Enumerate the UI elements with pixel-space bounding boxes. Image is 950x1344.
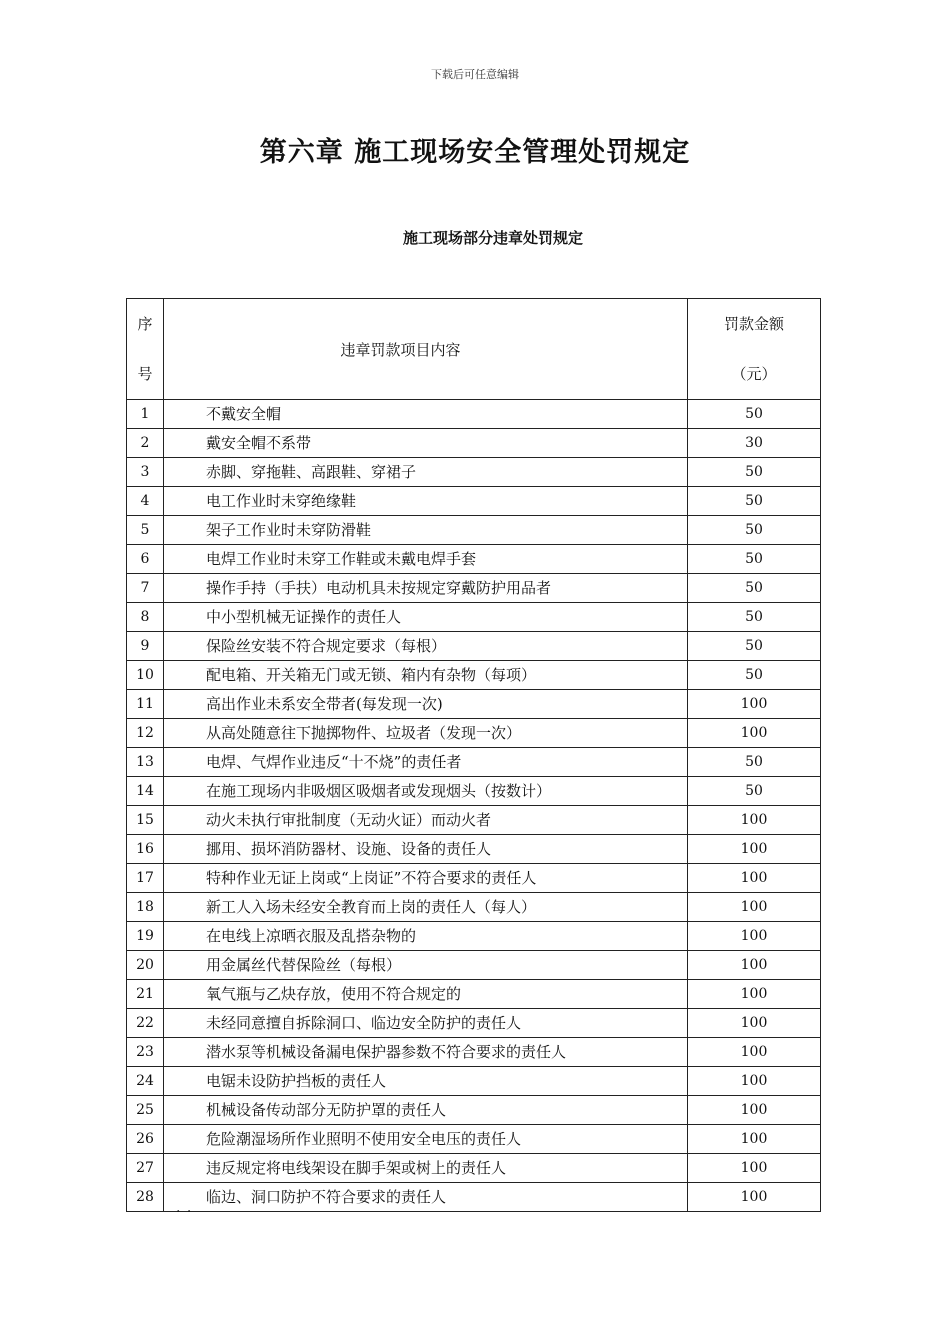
header-note: 下载后可任意编辑 [431, 68, 519, 81]
row-seq: 28 [127, 1183, 164, 1212]
page-title: 第六章 施工现场安全管理处罚规定 [259, 137, 691, 168]
header-seq-line1: 序 [137, 315, 153, 333]
table-row [127, 458, 821, 487]
table-row [127, 806, 821, 835]
table-row [127, 835, 821, 864]
row-content: 保险丝安装不符合规定要求（每根） [164, 632, 688, 661]
row-seq: 14 [127, 777, 164, 806]
row-amount: 100 [688, 719, 821, 748]
table-row [127, 661, 821, 690]
row-amount: 50 [688, 487, 821, 516]
table-row [127, 893, 821, 922]
row-amount: 50 [688, 400, 821, 429]
row-seq: 20 [127, 951, 164, 980]
row-seq: 19 [127, 922, 164, 951]
table-row [127, 516, 821, 545]
row-content: 在电线上凉晒衣服及乱搭杂物的 [164, 922, 688, 951]
table-row [127, 632, 821, 661]
penalty-table [126, 298, 821, 1212]
row-amount: 100 [688, 980, 821, 1009]
row-amount: 50 [688, 748, 821, 777]
row-seq: 9 [127, 632, 164, 661]
row-seq: 26 [127, 1125, 164, 1154]
table-row [127, 603, 821, 632]
row-content: 违反规定将电线架设在脚手架或树上的责任人 [164, 1154, 688, 1183]
row-seq: 15 [127, 806, 164, 835]
footer-marks: . . [176, 1200, 193, 1216]
table-body [127, 400, 821, 1212]
row-seq: 1 [127, 400, 164, 429]
row-content: 特种作业无证上岗或“上岗证”不符合要求的责任人 [164, 864, 688, 893]
row-seq: 6 [127, 545, 164, 574]
row-amount: 100 [688, 835, 821, 864]
row-content: 危险潮湿场所作业照明不使用安全电压的责任人 [164, 1125, 688, 1154]
row-seq: 16 [127, 835, 164, 864]
row-amount: 100 [688, 1009, 821, 1038]
row-content: 操作手持（手扶）电动机具未按规定穿戴防护用品者 [164, 574, 688, 603]
row-amount: 100 [688, 1183, 821, 1212]
row-content: 从高处随意往下抛掷物件、垃圾者（发现一次） [164, 719, 688, 748]
table-header-row [127, 299, 821, 400]
row-amount: 50 [688, 777, 821, 806]
row-content: 临边、洞口防护不符合要求的责任人 [164, 1183, 688, 1212]
row-content: 中小型机械无证操作的责任人 [164, 603, 688, 632]
row-amount: 50 [688, 516, 821, 545]
row-amount: 100 [688, 1038, 821, 1067]
row-seq: 10 [127, 661, 164, 690]
row-seq: 27 [127, 1154, 164, 1183]
row-amount: 100 [688, 806, 821, 835]
row-amount: 50 [688, 458, 821, 487]
row-amount: 100 [688, 893, 821, 922]
row-amount: 50 [688, 632, 821, 661]
table-row [127, 487, 821, 516]
row-content: 戴安全帽不系带 [164, 429, 688, 458]
table-row [127, 748, 821, 777]
header-seq-line2: 号 [137, 365, 153, 383]
row-content: 新工人入场未经安全教育而上岗的责任人（每人） [164, 893, 688, 922]
row-amount: 100 [688, 1125, 821, 1154]
table-row [127, 951, 821, 980]
header-amount-line2: （元） [731, 365, 777, 383]
header-seq [127, 299, 164, 400]
table-row [127, 864, 821, 893]
row-seq: 22 [127, 1009, 164, 1038]
table-row [127, 690, 821, 719]
table-row [127, 574, 821, 603]
table-row [127, 545, 821, 574]
row-content: 电工作业时未穿绝缘鞋 [164, 487, 688, 516]
row-amount: 50 [688, 661, 821, 690]
table-row [127, 922, 821, 951]
row-amount: 50 [688, 603, 821, 632]
row-content: 赤脚、穿拖鞋、高跟鞋、穿裙子 [164, 458, 688, 487]
row-content: 架子工作业时未穿防滑鞋 [164, 516, 688, 545]
table-title: 施工现场部分违章处罚规定 [402, 229, 583, 247]
table-row [127, 980, 821, 1009]
row-amount: 100 [688, 1067, 821, 1096]
row-content: 高出作业未系安全带者(每发现一次) [164, 690, 688, 719]
row-content: 氧气瓶与乙炔存放，使用不符合规定的 [164, 980, 688, 1009]
table-row [127, 1125, 821, 1154]
table-row [127, 429, 821, 458]
row-content: 挪用、损坏消防器材、设施、设备的责任人 [164, 835, 688, 864]
table-row [127, 1154, 821, 1183]
row-amount: 100 [688, 1096, 821, 1125]
row-seq: 4 [127, 487, 164, 516]
header-amount-line1: 罚款金额 [723, 315, 784, 333]
row-amount: 100 [688, 864, 821, 893]
row-content: 在施工现场内非吸烟区吸烟者或发现烟头（按数计） [164, 777, 688, 806]
table-row [127, 1096, 821, 1125]
row-content: 配电箱、开关箱无门或无锁、箱内有杂物（每项） [164, 661, 688, 690]
row-seq: 18 [127, 893, 164, 922]
row-amount: 100 [688, 951, 821, 980]
table-row [127, 719, 821, 748]
table-row [127, 1067, 821, 1096]
row-seq: 25 [127, 1096, 164, 1125]
row-seq: 21 [127, 980, 164, 1009]
row-content: 用金属丝代替保险丝（每根） [164, 951, 688, 980]
row-amount: 50 [688, 574, 821, 603]
row-seq: 12 [127, 719, 164, 748]
row-seq: 5 [127, 516, 164, 545]
row-amount: 30 [688, 429, 821, 458]
row-amount: 100 [688, 1154, 821, 1183]
row-amount: 50 [688, 545, 821, 574]
row-content: 动火未执行审批制度（无动火证）而动火者 [164, 806, 688, 835]
header-content: 违章罚款项目内容 [164, 299, 688, 400]
row-amount: 100 [688, 922, 821, 951]
row-seq: 7 [127, 574, 164, 603]
row-content: 不戴安全帽 [164, 400, 688, 429]
row-seq: 23 [127, 1038, 164, 1067]
row-seq: 13 [127, 748, 164, 777]
row-seq: 24 [127, 1067, 164, 1096]
table-row [127, 400, 821, 429]
table-row [127, 1183, 821, 1212]
header-amount [688, 299, 821, 400]
row-content: 电焊工作业时未穿工作鞋或未戴电焊手套 [164, 545, 688, 574]
row-amount: 100 [688, 690, 821, 719]
row-content: 未经同意擅自拆除洞口、临边安全防护的责任人 [164, 1009, 688, 1038]
row-seq: 8 [127, 603, 164, 632]
row-seq: 2 [127, 429, 164, 458]
row-seq: 17 [127, 864, 164, 893]
table-row [127, 1009, 821, 1038]
table-row [127, 777, 821, 806]
table-row [127, 1038, 821, 1067]
row-seq: 11 [127, 690, 164, 719]
row-seq: 3 [127, 458, 164, 487]
row-content: 机械设备传动部分无防护罩的责任人 [164, 1096, 688, 1125]
row-content: 电焊、气焊作业违反“十不烧”的责任者 [164, 748, 688, 777]
row-content: 潜水泵等机械设备漏电保护器参数不符合要求的责任人 [164, 1038, 688, 1067]
row-content: 电锯未设防护挡板的责任人 [164, 1067, 688, 1096]
